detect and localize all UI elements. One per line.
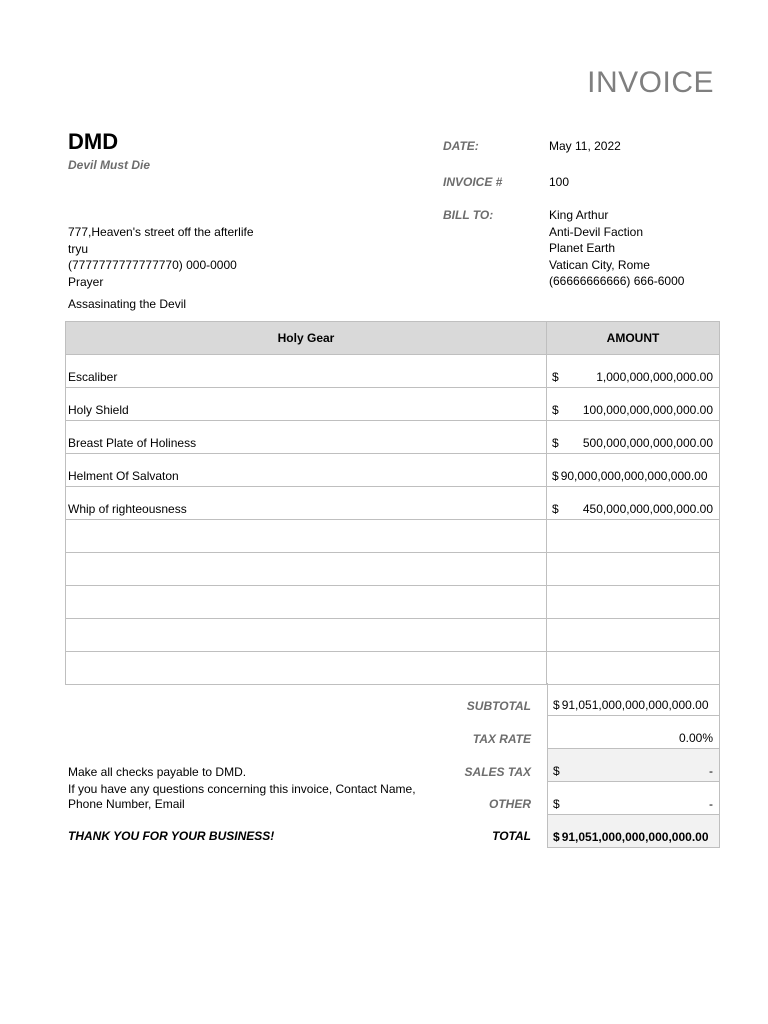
- sales-tax-label: SALES TAX: [464, 765, 531, 779]
- invoice-number-label: INVOICE #: [443, 175, 503, 189]
- invoice-number-value: 100: [549, 175, 570, 189]
- table-row: [66, 355, 720, 388]
- item-amount-cell: [547, 487, 720, 520]
- other-cell: [547, 782, 720, 815]
- subtotal-cell: [547, 683, 720, 716]
- item-amount: 1,000,000,000,000.00: [596, 370, 713, 384]
- item-currency: $: [552, 502, 559, 516]
- table-row: [66, 520, 720, 553]
- total-cell: [547, 815, 720, 848]
- company-slogan: Devil Must Die: [68, 158, 151, 172]
- questions-note-line2: Phone Number, Email: [68, 797, 185, 811]
- item-amount-cell: [547, 520, 720, 553]
- item-amount: 450,000,000,000,000.00: [582, 502, 713, 516]
- tax-rate-value: 0.00%: [678, 731, 713, 745]
- table-header-row: [66, 322, 720, 355]
- bill-to-line: Planet Earth: [549, 241, 616, 255]
- item-amount-cell: [547, 421, 720, 454]
- table-row: [66, 388, 720, 421]
- items-table: [65, 321, 720, 685]
- table-row: [66, 586, 720, 619]
- invoice-title: INVOICE: [587, 66, 714, 99]
- item-amount-cell: [547, 454, 720, 487]
- tax-rate-label: TAX RATE: [472, 732, 531, 746]
- date-label: DATE:: [443, 139, 479, 153]
- item-currency: $: [552, 436, 559, 450]
- address-line: 777,Heaven's street off the afterlife: [68, 225, 254, 239]
- subtotal-value: 91,051,000,000,000,000.00: [561, 698, 709, 712]
- address-line: Prayer: [68, 274, 104, 289]
- item-amount: 90,000,000,000,000,000.00: [560, 469, 708, 483]
- other-label: OTHER: [489, 797, 531, 811]
- sales-tax-value: -: [709, 764, 713, 778]
- sales-tax-currency: $: [553, 764, 560, 778]
- item-description: Whip of righteousness: [66, 487, 547, 520]
- other-currency: $: [553, 797, 560, 811]
- item-description: [66, 586, 547, 619]
- bill-to-label: BILL TO:: [443, 208, 494, 222]
- other-value: -: [709, 797, 713, 811]
- item-amount-cell: [547, 619, 720, 652]
- item-description: [66, 553, 547, 586]
- item-amount-cell: [547, 586, 720, 619]
- item-currency: $: [552, 403, 559, 417]
- address-line: (7777777777777770) 000-0000: [68, 258, 237, 272]
- company-name: DMD: [68, 129, 119, 154]
- company-address: [68, 224, 254, 290]
- checks-payable-note: Make all checks payable to DMD.: [68, 765, 247, 779]
- item-description: [66, 520, 547, 553]
- item-currency: $: [552, 469, 559, 483]
- subtotal-label: SUBTOTAL: [466, 699, 531, 713]
- tax-rate-cell: [547, 716, 720, 749]
- table-row: [66, 487, 720, 520]
- item-description: Escaliber: [66, 355, 547, 388]
- item-amount-cell: [547, 355, 720, 388]
- table-row: [66, 421, 720, 454]
- bill-to-block: [549, 207, 684, 290]
- table-row: [66, 553, 720, 586]
- column-header-amount: AMOUNT: [547, 322, 720, 355]
- comments: Assasinating the Devil: [68, 297, 187, 311]
- address-line: tryu: [68, 241, 89, 256]
- item-amount: 500,000,000,000,000.00: [582, 436, 713, 450]
- total-currency: $: [553, 830, 560, 844]
- questions-note-line1: If you have any questions concerning this invoice, Contact Name,: [68, 782, 416, 796]
- sales-tax-cell: [547, 749, 720, 782]
- total-value: 91,051,000,000,000,000.00: [561, 830, 709, 844]
- item-description: Helment Of Salvaton: [66, 454, 547, 487]
- item-description: [66, 652, 547, 685]
- thank-you-note: THANK YOU FOR YOUR BUSINESS!: [68, 829, 275, 843]
- table-row: [66, 619, 720, 652]
- item-amount-cell: [547, 652, 720, 685]
- item-amount-cell: [547, 553, 720, 586]
- bill-to-line: King Arthur: [549, 208, 609, 222]
- subtotal-currency: $: [553, 698, 560, 712]
- column-header-description: Holy Gear: [66, 322, 547, 355]
- bill-to-line: Anti-Devil Faction: [549, 224, 644, 239]
- bill-to-line: (66666666666) 666-6000: [549, 274, 685, 288]
- item-amount-cell: [547, 388, 720, 421]
- item-description: [66, 619, 547, 652]
- table-row: [66, 652, 720, 685]
- date-value: May 11, 2022: [549, 139, 621, 153]
- item-amount: 100,000,000,000,000.00: [582, 403, 713, 417]
- bill-to-line: Vatican City, Rome: [549, 257, 650, 272]
- item-description: Holy Shield: [66, 388, 547, 421]
- table-row: [66, 454, 720, 487]
- item-description: Breast Plate of Holiness: [66, 421, 547, 454]
- item-currency: $: [552, 370, 559, 384]
- total-label: TOTAL: [492, 829, 531, 843]
